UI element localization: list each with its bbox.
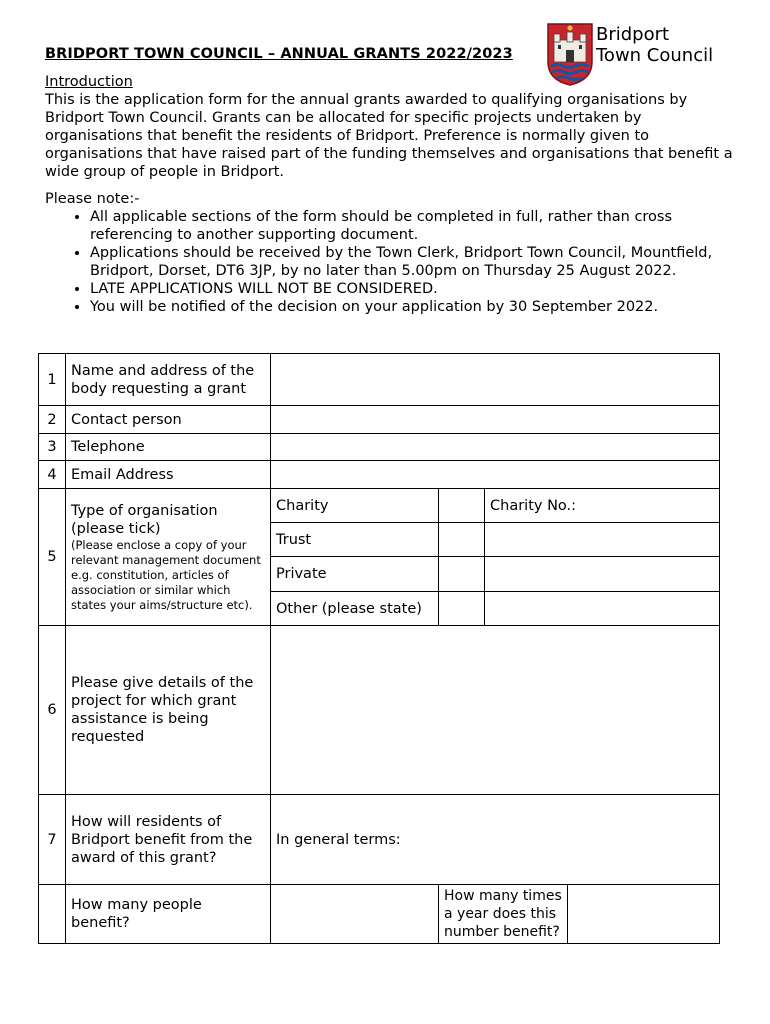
option-private-tick[interactable] bbox=[439, 557, 485, 592]
empty-cell bbox=[485, 523, 720, 557]
option-other-tick[interactable] bbox=[439, 592, 485, 626]
people-benefit-label: How many people benefit? bbox=[66, 885, 271, 944]
introduction-heading: Introduction bbox=[45, 74, 133, 90]
table-row bbox=[39, 434, 720, 461]
row-number: 1 bbox=[39, 354, 66, 406]
option-charity-tick[interactable] bbox=[439, 489, 485, 523]
contact-person-field[interactable] bbox=[271, 406, 720, 434]
org-type-note: (Please enclose a copy of your relevant management document e.g. constitution, articles of association or similar which states your aims/structure etc). bbox=[71, 537, 261, 612]
option-charity-label: Charity bbox=[271, 489, 439, 523]
residents-benefit-field[interactable] bbox=[271, 795, 720, 885]
logo-line-town-council: Town Council bbox=[596, 45, 714, 66]
row-number: 4 bbox=[39, 461, 66, 489]
org-name-address-label: Name and address of the body requesting a grant bbox=[66, 354, 271, 406]
row-number: 5 bbox=[39, 489, 66, 626]
org-type-label-cell bbox=[66, 489, 271, 626]
page-title: BRIDPORT TOWN COUNCIL – ANNUAL GRANTS 2022/2023 bbox=[45, 46, 513, 62]
note-item: • All applicable sections of the form should be completed in full, rather than cross referencing to another supporting document. bbox=[90, 208, 735, 244]
times-per-year-label: How many times a year does this number benefit? bbox=[439, 885, 568, 944]
email-label: Email Address bbox=[66, 461, 271, 489]
telephone-field[interactable] bbox=[271, 434, 720, 461]
times-per-year-field[interactable] bbox=[568, 885, 720, 944]
table-row bbox=[39, 461, 720, 489]
row-number-empty bbox=[39, 885, 66, 944]
general-terms-label: In general terms: bbox=[276, 831, 401, 848]
people-benefit-field[interactable] bbox=[271, 885, 439, 944]
empty-cell bbox=[485, 557, 720, 592]
introduction-body: This is the application form for the annual grants awarded to qualifying organisations by Bridport Town Council. Grants can be allocated for specific projects undertaken by organisations that benefit the residents of Bridport. Preference is normally given to organisations that have raised part of the funding themselves and organisations that benefit a wide group of people in Bridport. bbox=[45, 92, 733, 180]
table-row bbox=[39, 795, 720, 885]
row-number: 7 bbox=[39, 795, 66, 885]
note-label: Please note:- bbox=[45, 191, 140, 207]
logo-line-bridport: Bridport bbox=[596, 24, 670, 45]
note-item: • LATE APPLICATIONS WILL NOT BE CONSIDERED. bbox=[90, 280, 735, 298]
table-row bbox=[39, 354, 720, 406]
council-logo-text bbox=[596, 24, 713, 66]
note-item: • Applications should be received by the Town Clerk, Bridport Town Council, Mountfield, Bridport, Dorset, DT6 3JP, by no later than 5.00pm on Thursday 25 August 2022. bbox=[90, 244, 735, 280]
email-field[interactable] bbox=[271, 461, 720, 489]
row-number: 2 bbox=[39, 406, 66, 434]
telephone-label: Telephone bbox=[66, 434, 271, 461]
org-type-label: Type of organisation (please tick) bbox=[71, 502, 218, 537]
residents-benefit-label: How will residents of Bridport benefit from the award of this grant? bbox=[66, 795, 271, 885]
charity-number-label: Charity No.: bbox=[490, 497, 577, 514]
introduction-section bbox=[45, 73, 735, 316]
note-item: • You will be notified of the decision on your application by 30 September 2022. bbox=[90, 298, 735, 316]
row-number: 6 bbox=[39, 626, 66, 795]
table-row bbox=[39, 626, 720, 795]
row-number: 3 bbox=[39, 434, 66, 461]
project-details-field[interactable] bbox=[271, 626, 720, 795]
option-other-label: Other (please state) bbox=[271, 592, 439, 626]
notes-list bbox=[45, 208, 735, 316]
option-private-label: Private bbox=[271, 557, 439, 592]
table-row bbox=[39, 406, 720, 434]
charity-number-field[interactable] bbox=[485, 489, 720, 523]
empty-cell bbox=[485, 592, 720, 626]
grant-application-table bbox=[38, 353, 720, 944]
project-details-label: Please give details of the project for which grant assistance is being requested bbox=[66, 626, 271, 795]
table-row bbox=[39, 885, 720, 944]
option-trust-tick[interactable] bbox=[439, 523, 485, 557]
contact-person-label: Contact person bbox=[66, 406, 271, 434]
option-trust-label: Trust bbox=[271, 523, 439, 557]
table-row bbox=[39, 489, 720, 523]
org-name-address-field[interactable] bbox=[271, 354, 720, 406]
